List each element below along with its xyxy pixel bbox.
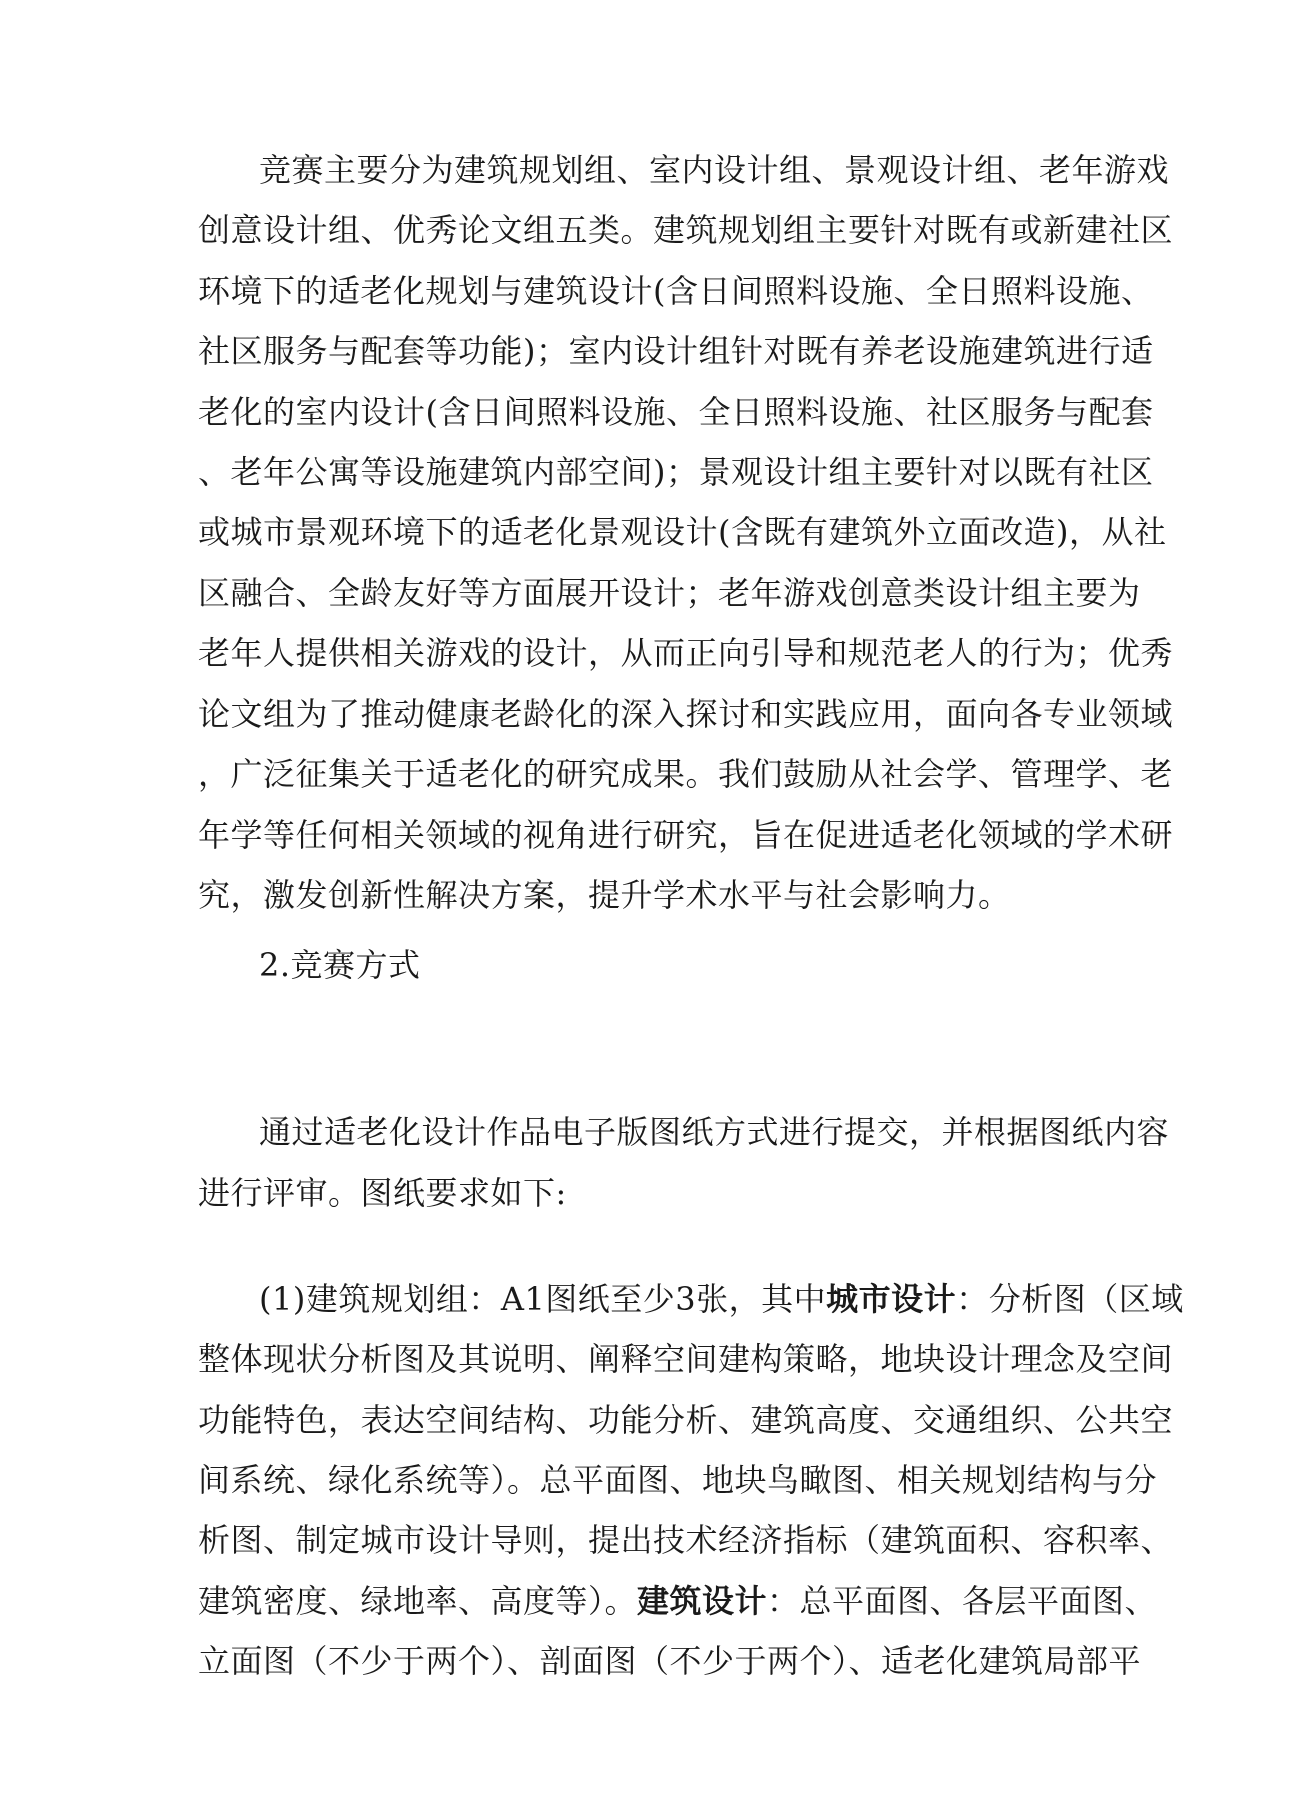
paragraph-line: 老年人提供相关游戏的设计，从而正向引导和规范老人的行为；优秀 xyxy=(198,634,1174,672)
paragraph-line: 社区服务与配套等功能)；室内设计组针对既有养老设施建筑进行适 xyxy=(198,332,1154,370)
paragraph-line: 竞赛主要分为建筑规划组、室内设计组、景观设计组、老年游戏 xyxy=(259,151,1170,189)
line-suffix: ：分析图（区域 xyxy=(956,1280,1184,1318)
paragraph-line xyxy=(198,1581,1157,1621)
paragraph-line: 创意设计组、优秀论文组五类。建筑规划组主要针对既有或新建社区 xyxy=(198,211,1174,249)
paragraph-line xyxy=(259,1279,1184,1319)
paragraph-line: 老化的室内设计(含日间照料设施、全日照料设施、社区服务与配套 xyxy=(198,393,1154,431)
paragraph-line: 进行评审。图纸要求如下: xyxy=(198,1174,567,1212)
paragraph-line: 区融合、全龄友好等方面展开设计；老年游戏创意类设计组主要为 xyxy=(198,574,1141,612)
paragraph-line: 立面图（不少于两个）、剖面图（不少于两个）、适老化建筑局部平 xyxy=(198,1642,1142,1680)
paragraph-line: 间系统、绿化系统等）。总平面图、地块鸟瞰图、相关规划结构与分 xyxy=(198,1461,1158,1499)
paragraph-line: 年学等任何相关领域的视角进行研究，旨在促进适老化领域的学术研 xyxy=(198,816,1174,854)
paragraph-line: 析图、制定城市设计导则，提出技术经济指标（建筑面积、容积率、 xyxy=(198,1521,1174,1559)
line-prefix: 建筑密度、绿地率、高度等）。 xyxy=(198,1582,638,1620)
bold-term-urban-design: 城市设计 xyxy=(826,1280,957,1318)
paragraph-line: 功能特色，表达空间结构、功能分析、建筑高度、交通组织、公共空 xyxy=(198,1401,1174,1439)
paragraph-line: ，广泛征集关于适老化的研究成果。我们鼓励从社会学、管理学、老 xyxy=(198,755,1174,793)
paragraph-line: 环境下的适老化规划与建筑设计(含日间照料设施、全日照料设施、 xyxy=(198,272,1154,310)
section-heading: 2.竞赛方式 xyxy=(259,946,421,984)
paragraph-line: 论文组为了推动健康老龄化的深入探讨和实践应用，面向各专业领域 xyxy=(198,695,1174,733)
paragraph-line: 或城市景观环境下的适老化景观设计(含既有建筑外立面改造)，从社 xyxy=(198,513,1167,551)
bold-term-architectural-design: 建筑设计 xyxy=(637,1582,768,1620)
paragraph-line: 整体现状分析图及其说明、阐释空间建构策略，地块设计理念及空间 xyxy=(198,1340,1174,1378)
paragraph-line: 通过适老化设计作品电子版图纸方式进行提交，并根据图纸内容 xyxy=(259,1113,1170,1151)
line-prefix: (1)建筑规划组：A1图纸至少3张，其中 xyxy=(259,1280,827,1318)
paragraph-line: 、老年公寓等设施建筑内部空间)；景观设计组主要针对以既有社区 xyxy=(198,453,1154,491)
paragraph-line: 究，激发创新性解决方案，提升学术水平与社会影响力。 xyxy=(198,876,1011,914)
line-suffix: ：总平面图、各层平面图、 xyxy=(767,1582,1158,1620)
